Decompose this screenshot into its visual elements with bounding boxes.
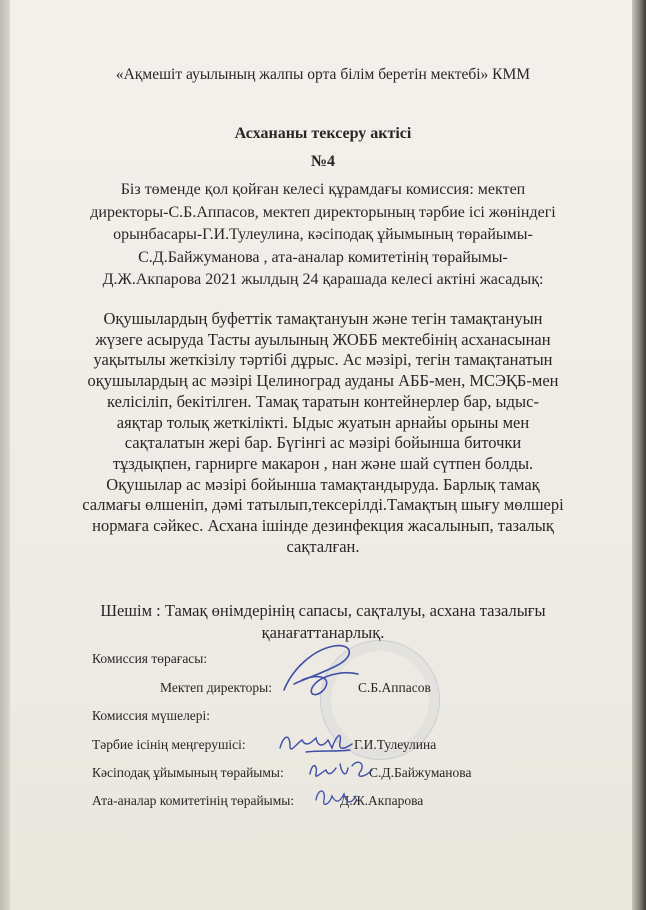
body-line: жүзеге асыруда Тасты ауылының ЖОББ мектебінің асханасынан: [95, 329, 551, 349]
intro-paragraph: [20, 179, 626, 292]
member1-name: Г.И.Тулеулина: [354, 737, 437, 752]
director-signature: [272, 640, 364, 702]
document-number: №4: [310, 153, 336, 170]
intro-line: Біз төменде қол қойған келесі құрамдағы комиссия: мектеп: [120, 181, 526, 198]
organization-name: «Ақмешіт ауылының жалпы орта білім беретін мектебі» КММ: [115, 66, 531, 83]
intro-line: С.Д.Байжуманова , ата-аналар комитетінің төрайымы-: [138, 248, 508, 266]
decision-line: Шешім : Тамақ өнімдерінің сапасы, сақталуы, асхана тазалығы: [100, 601, 546, 620]
member2-name: С.Д.Байжуманова: [369, 765, 472, 780]
body-line: тұздықпен, гарнирге макарон , нан және шай сүтпен болды.: [112, 453, 534, 473]
intro-line: Д.Ж.Акпарова 2021 жылдың 24 қарашада келесі актіні жасадық:: [102, 271, 544, 288]
body-line: аяқтар толық жеткілікті. Ыдыс жуатын арнайы орыны мен: [116, 412, 530, 432]
intro-line: орынбасары-Г.И.Тулеулина, кәсіподақ ұйымының төрайымы-: [113, 226, 533, 243]
member1-label: Тәрбие ісінің меңгерушісі:: [92, 737, 246, 752]
body-line: келісіліп, бекітілген. Тамақ таратын контейнерлер бар, ыдыс-: [107, 391, 539, 411]
body-line: оқушылардың ас мәзірі Целиноград ауданы АББ-мен, МСЭҚБ-мен: [87, 371, 559, 391]
director-label: Мектеп директоры:: [160, 680, 272, 695]
body-line: салмағы өлшеніп, дәмі татылып,тексерілді.Тамақтың шығу мөлшері: [82, 495, 564, 515]
members-label: Комиссия мүшелері:: [92, 708, 211, 723]
intro-line: директоры-С.Б.Аппасов, мектеп директорының тәрбие ісі жөніндегі: [90, 203, 556, 221]
chair-label: Комиссия төрағасы:: [92, 651, 208, 666]
member3-label: Ата-аналар комитетінің төрайымы:: [92, 793, 295, 808]
body-line: Оқушылар ас мәзірі бойынша тамақтандыруда. Барлық тамақ: [106, 474, 540, 494]
body-line: нормаға сәйкес. Асхана ішінде дезинфекция жасалынып, тазалық: [92, 516, 554, 536]
document-title: Асхананы тексеру актісі: [234, 125, 412, 142]
member3-signature: [312, 782, 360, 812]
director-name: С.Б.Аппасов: [358, 680, 431, 695]
decision-line: қанағаттанарлық.: [261, 623, 385, 642]
body-line: сақталатын жері бар. Бүгінгі ас мәзірі бойынша биточки: [124, 433, 522, 453]
body-line: Оқушылардың буфеттік тамақтануын және тегін тамақтануын: [103, 309, 543, 328]
member2-label: Кәсіподақ ұйымының төрайымы:: [92, 765, 284, 780]
body-paragraph: [28, 309, 618, 557]
member3-name: Д.Ж.Акпарова: [340, 793, 424, 808]
body-line: уақытылы жеткізілу тәртібі дұрыс. Ас мәзірі, тегін тамақтанатын: [93, 350, 553, 370]
body-line: сақталған.: [286, 536, 360, 556]
decision-paragraph: [20, 600, 626, 644]
